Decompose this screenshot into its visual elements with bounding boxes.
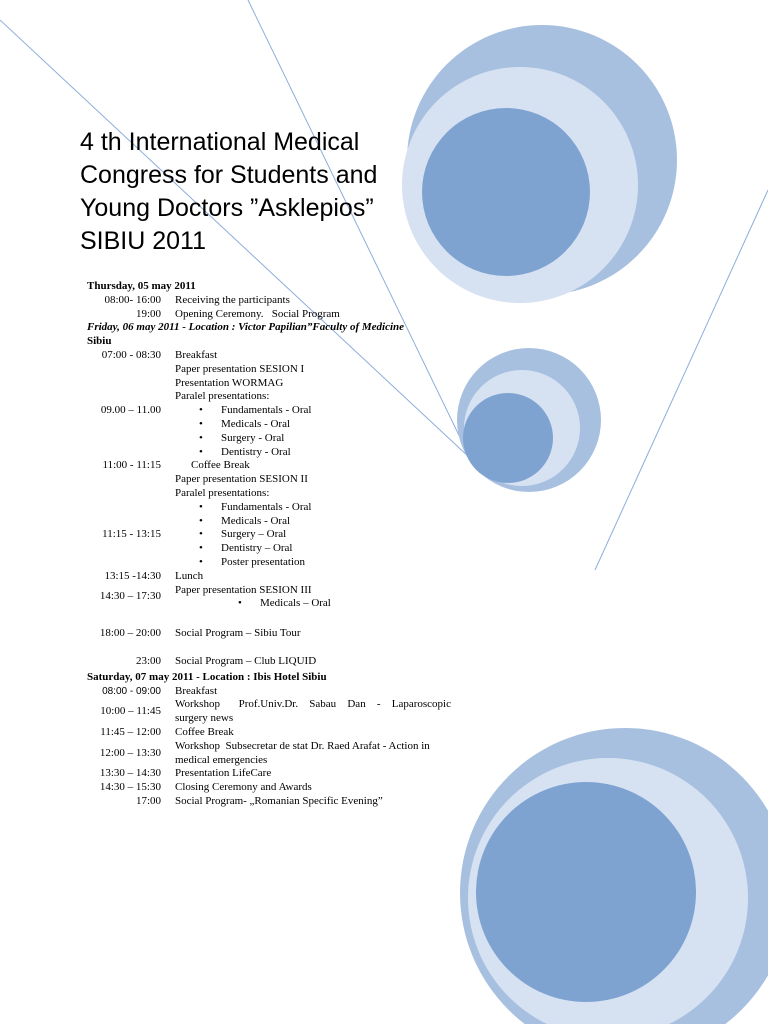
inner-circle — [463, 393, 553, 483]
activity-cell: Social Program- „Romanian Specific Evening” — [175, 794, 383, 807]
workshop-line: Workshop Prof.Univ.Dr. Sabau Dan - Laparoscopic — [175, 698, 451, 711]
workshop-line: surgery news — [175, 712, 234, 725]
schedule-row — [87, 627, 451, 641]
title-line: Congress for Students and — [80, 161, 378, 189]
time-cell: 12:00 – 13:30 — [99, 746, 161, 759]
schedule-row — [87, 570, 451, 584]
day-heading-saturday: Saturday, 07 may 2011 - Location : Ibis Hotel Sibiu — [87, 670, 327, 683]
session-line: Paralel presentations: — [175, 486, 270, 499]
circle-group-middle — [457, 348, 601, 492]
list-item: • Medicals - Oral — [175, 418, 451, 432]
activity-cell — [175, 404, 451, 459]
session-line: Paralel presentations: — [175, 390, 270, 403]
activity-cell — [175, 501, 451, 570]
schedule-row — [87, 584, 451, 612]
activity-cell — [175, 740, 451, 768]
activity-cell: Breakfast — [175, 684, 218, 697]
activity-cell: Closing Ceremony and Awards — [175, 781, 312, 794]
schedule-row — [87, 781, 451, 795]
list-item: • Medicals – Oral — [175, 597, 451, 611]
circle-group-bottom — [460, 728, 768, 1024]
list-item: • Medicals - Oral — [175, 515, 451, 529]
session-line: Paper presentation SESION II — [175, 473, 308, 486]
time-cell: 11:45 – 12:00 — [100, 725, 161, 738]
time-cell: 18:00 – 20:00 — [99, 627, 161, 640]
workshop-line: medical emergencies — [175, 753, 268, 766]
activity-cell: Opening Ceremony. Social Program — [175, 307, 340, 320]
schedule-row — [87, 459, 451, 473]
schedule-row — [87, 349, 451, 363]
schedule — [87, 280, 451, 809]
schedule-row — [87, 685, 451, 699]
schedule-row — [87, 767, 451, 781]
list-item: • Fundamentals - Oral — [175, 404, 451, 418]
inner-circle — [476, 782, 696, 1002]
list-item: • Poster presentation — [175, 556, 451, 570]
activity-cell — [175, 473, 451, 501]
activity-cell: Lunch — [175, 569, 204, 582]
schedule-row — [87, 363, 451, 404]
schedule-row — [87, 795, 451, 809]
schedule-row — [87, 501, 451, 570]
inner-circle — [422, 108, 590, 276]
congress-title — [80, 126, 420, 258]
list-item: • Surgery – Oral — [175, 528, 451, 542]
activity-cell: Coffee Break — [191, 459, 250, 472]
presentation-list — [175, 597, 451, 611]
list-item: • Fundamentals - Oral — [175, 501, 451, 515]
activity-cell: Receiving the participants — [175, 293, 290, 306]
time-cell: 09.00 – 11.00 — [100, 404, 161, 417]
time-cell: 13:15 -14:30 — [104, 569, 161, 582]
activity-cell: Presentation LifeCare — [175, 767, 272, 780]
time-cell: 11:15 - 13:15 — [102, 528, 161, 541]
title-line: Young Doctors ”Asklepios” — [80, 194, 374, 222]
list-item: • Dentistry – Oral — [175, 542, 451, 556]
schedule-row — [87, 473, 451, 501]
activity-cell: Social Program – Sibiu Tour — [175, 627, 301, 640]
time-cell: 17:00 — [135, 794, 161, 807]
schedule-row — [87, 740, 451, 768]
time-cell: 08:00 - 09:00 — [102, 685, 161, 697]
day-heading-friday: Friday, 06 may 2011 - Location : Victor Papilian”Faculty of Medicine — [87, 321, 405, 334]
list-item: • Dentistry - Oral — [175, 446, 451, 460]
presentation-list — [175, 404, 451, 459]
schedule-row — [87, 655, 451, 669]
schedule-row — [87, 294, 451, 308]
workshop-line: Workshop Subsecretar de stat Dr. Raed Arafat - Action in — [175, 739, 430, 752]
session-line: Paper presentation SESION III — [175, 583, 312, 596]
schedule-row — [87, 698, 451, 726]
title-line: SIBIU 2011 — [80, 227, 207, 255]
session-line: Presentation WORMAG — [175, 376, 284, 389]
time-cell: 14:30 – 17:30 — [99, 590, 161, 603]
day-heading-friday-cont: Sibiu — [87, 335, 112, 348]
time-cell: 23:00 — [135, 654, 161, 667]
activity-cell: Coffee Break — [175, 725, 234, 738]
title-line: 4 th International Medical — [80, 128, 360, 156]
schedule-row — [87, 308, 451, 322]
activity-cell — [175, 698, 451, 726]
time-cell: 07:00 - 08:30 — [101, 348, 161, 361]
circle-group-top — [402, 25, 677, 303]
activity-cell — [175, 584, 451, 612]
time-cell: 14:30 – 15:30 — [99, 781, 161, 794]
time-cell: 08:00- 16:00 — [104, 293, 161, 306]
time-cell: 13:30 – 14:30 — [99, 767, 161, 780]
session-line: Paper presentation SESION I — [175, 362, 305, 375]
presentation-list — [175, 501, 451, 570]
schedule-row — [87, 726, 451, 740]
activity-cell: Breakfast — [175, 348, 218, 361]
schedule-row — [87, 404, 451, 459]
time-cell: 11:00 - 11:15 — [102, 459, 161, 472]
time-cell: 10:00 – 11:45 — [100, 705, 161, 718]
activity-cell: Social Program – Club LIQUID — [175, 654, 317, 667]
list-item: • Surgery - Oral — [175, 432, 451, 446]
day-heading-thursday: Thursday, 05 may 2011 — [87, 280, 196, 292]
time-cell: 19:00 — [135, 307, 161, 320]
activity-cell — [175, 363, 451, 404]
